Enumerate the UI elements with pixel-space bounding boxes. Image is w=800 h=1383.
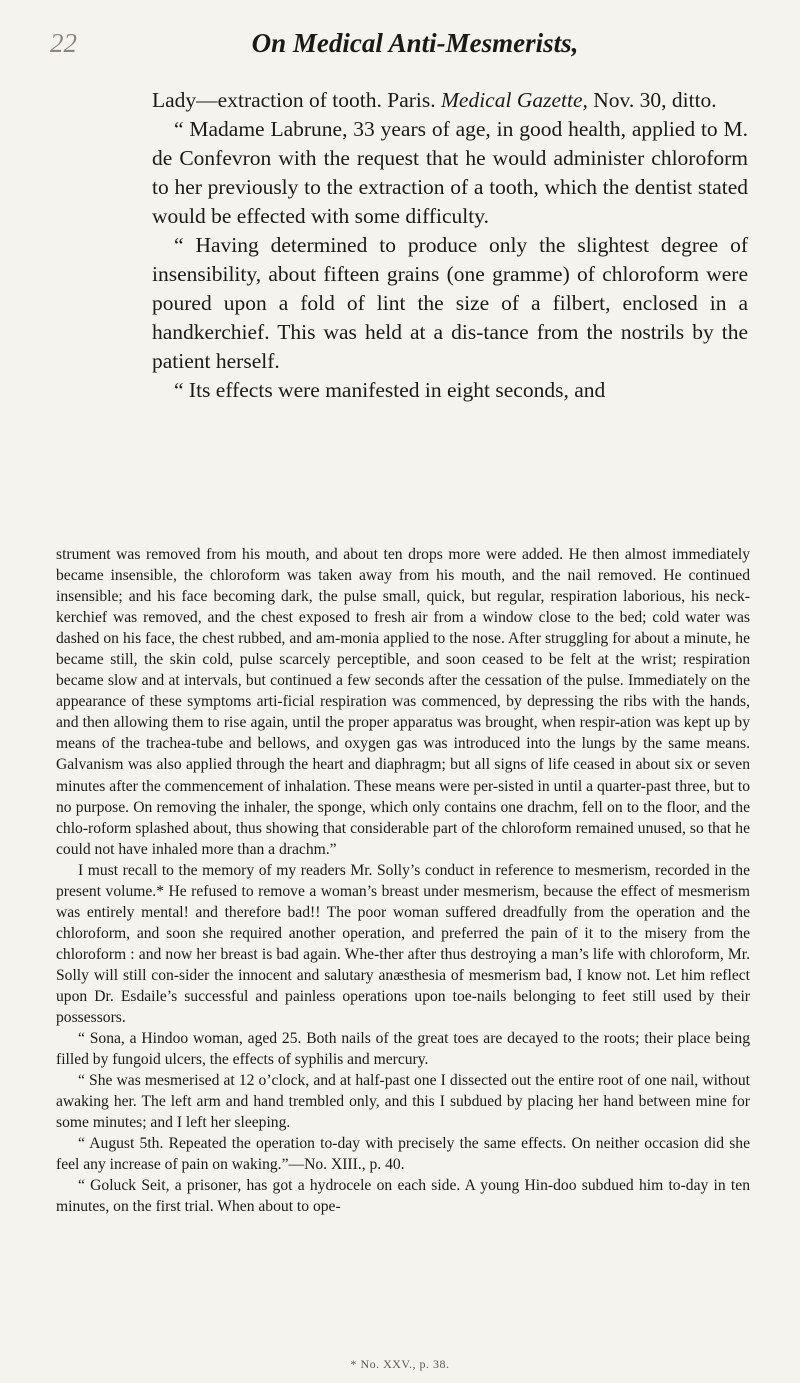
page-number: 22	[50, 28, 77, 58]
paragraph: “ Its effects were manifested in eight seconds, and	[174, 378, 606, 402]
text-run: Nov. 30, ditto.	[587, 88, 717, 112]
paragraph: “ August 5th. Repeated the operation to-day with precisely the same effects. On neither occasion did she feel any increase of pain on waking.”—No. XIII., p. 40.	[56, 1135, 750, 1174]
paragraph	[152, 86, 748, 115]
small-type-passage	[56, 544, 750, 1218]
footnote: * No. XXV., p. 38.	[350, 1357, 450, 1371]
running-title: On Medical Anti-Mesmerists,	[251, 28, 579, 58]
paragraph: “ Having determined to produce only the slightest degree of insensibility, about fifteen grains (one gramme) of chloroform were poured upon a fold of lint the size of a filbert, enclosed in a handkerchief. This was held at a dis-tance from the nostrils by the patient herself.	[152, 233, 748, 373]
running-head	[50, 28, 750, 68]
paragraph: “ Sona, a Hindoo woman, aged 25. Both nails of the great toes are decayed to the roots; their place being filled by fungoid ulcers, the effects of syphilis and mercury.	[56, 1030, 750, 1069]
journal-name: Medical Gazette,	[441, 88, 588, 112]
paragraph: “ Goluck Seit, a prisoner, has got a hydrocele on each side. A young Hin-doo subdued him to-day in ten minutes, on the first trial. When about to ope-	[56, 1177, 750, 1216]
paragraph: “ Madame Labrune, 33 years of age, in good health, applied to M. de Confevron with the request that he would administer chloroform to her previously to the extraction of a tooth, which the dentist stated would be effected with some difficulty.	[152, 117, 748, 228]
large-type-passage	[152, 86, 748, 405]
paragraph: strument was removed from his mouth, and about ten drops more were added. He then almost immediately became insensible, the chloroform was taken away from his mouth, and the nail removed. He continued insensible; and his face becoming dark, the pulse small, quick, but regular, respiration laborious, his neck-kerchief was removed, and the chest exposed to fresh air from a window close to the bed; cold water was dashed on his face, the chest rubbed, and am-monia applied to the nose. After struggling for about a minute, he became still, the skin cold, pulse scarcely perceptible, and soon ceased to be felt at the wrist; respiration became slow and at intervals, but continued a few seconds after the cessation of the pulse. Immediately on the appearance of these symptoms arti-ficial respiration was commenced, by depressing the ribs with the hands, and then allowing them to rise again, until the proper apparatus was brought, when respir-ation was kept up by means of the trachea-tube and bellows, and oxygen gas was introduced into the lungs by the same means. Galvanism was also applied through the heart and diaphragm; but all signs of life ceased in about six or seven minutes after the commencement of inhalation. These means were per-sisted in until a quarter-past three, but to no purpose. On removing the inhaler, the sponge, which only contains one drachm, fell on to the floor, and the chlo-roform splashed about, thus showing that considerable part of the chloroform remained unused, so that he could not have inhaled more than a drachm.”	[56, 546, 750, 858]
paragraph: “ She was mesmerised at 12 o’clock, and at half-past one I dissected out the entire root of one nail, without awaking her. The left arm and hand trembled only, and this I subdued by placing her hand between mine for some minutes; and I left her sleeping.	[56, 1072, 750, 1132]
text-run: Lady—extraction of tooth. Paris.	[152, 88, 441, 112]
paragraph: I must recall to the memory of my readers Mr. Solly’s conduct in reference to mesmerism, recorded in the present volume.* He refused to remove a woman’s breast under mesmerism, because the effect of mesmerism was entirely mental! and therefore bad!! The poor woman suffered dreadfully from the operation and the chloroform, and soon she required another operation, and preferred the pain of it to the misery from the chloroform : and now her breast is bad again. Whe-ther after thus destroying a man’s life with chloroform, Mr. Solly will still con-sider the innocent and salutary anæsthesia of mesmerism bad, I know not. Let him reflect upon Dr. Esdaile’s successful and painless operations upon toe-nails belonging to feet still used by their possessors.	[56, 861, 750, 1027]
